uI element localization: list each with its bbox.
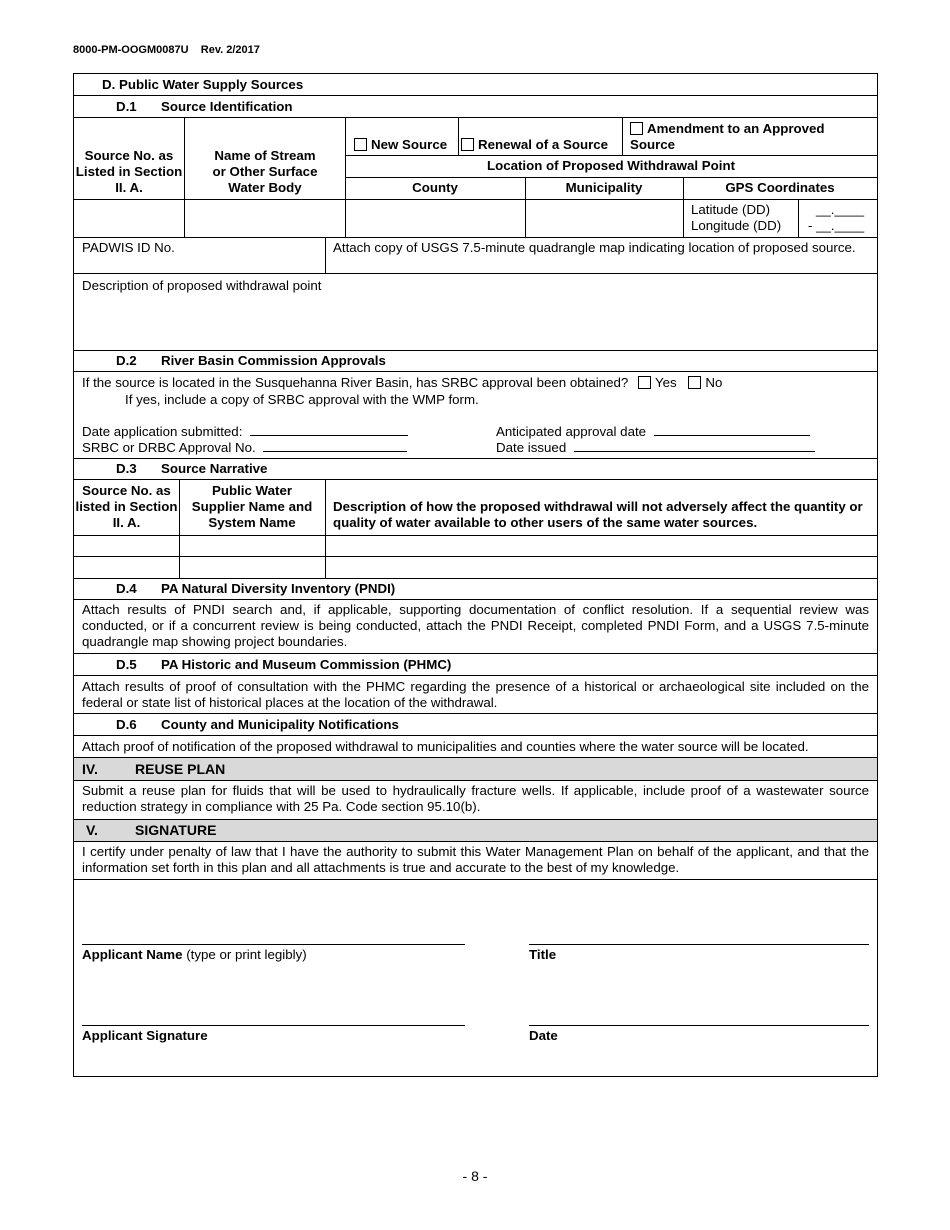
d6-num: D.6 <box>116 717 137 732</box>
title-line[interactable] <box>529 944 869 945</box>
srbc-question-text: If the source is located in the Susquehanna River Basin, has SRBC approval been obtained? <box>82 375 629 390</box>
srbc-yes-option[interactable] <box>638 375 677 390</box>
d3-col-description: Description of how the proposed withdrawal will not adversely affect the quantity or quality of water available to other users of the same water sources. <box>333 499 863 530</box>
srbc-question <box>82 375 722 390</box>
date-line[interactable] <box>529 1025 869 1026</box>
col-municipality: Municipality <box>565 180 643 195</box>
srbc-no-checkbox[interactable] <box>688 376 701 389</box>
section-v-text: I certify under penalty of law that I have the authority to submit this Water Management Plan on behalf of the applicant, and that the information set forth in this plan and all attachments is true and accurate to the best of my knowledge. <box>82 844 869 875</box>
col-source-no: Source No. as Listed in Section II. A. <box>75 148 183 195</box>
d4-title: PA Natural Diversity Inventory (PNDI) <box>161 581 396 596</box>
page-number: - 8 - <box>462 1168 488 1184</box>
latitude-label: Latitude (DD) <box>691 202 771 217</box>
approval-no-label: SRBC or DRBC Approval No. <box>82 440 256 455</box>
d4-num: D.4 <box>116 581 137 596</box>
renewal-checkbox[interactable] <box>461 138 474 151</box>
amendment-label: Amendment to an Approved Source <box>630 121 825 152</box>
d2-num: D.2 <box>116 353 137 368</box>
applicant-signature-label: Applicant Signature <box>82 1028 208 1043</box>
d5-text: Attach results of proof of consultation with the PHMC regarding the presence of a historical or archaeological site included on the federal or state list of historical places at the location of the withdrawal. <box>82 679 869 710</box>
attach-map-text: Attach copy of USGS 7.5-minute quadrangle map indicating location of proposed source. <box>333 240 856 255</box>
col-county: County <box>412 180 458 195</box>
section-d-header <box>74 74 877 96</box>
section-v-header <box>74 820 877 841</box>
d1-header <box>74 96 877 118</box>
amendment-option[interactable] <box>630 121 870 153</box>
d5-title: PA Historic and Museum Commission (PHMC) <box>161 657 452 672</box>
new-source-label: New Source <box>371 137 448 152</box>
section-iv-header <box>74 758 877 780</box>
longitude-label: Longitude (DD) <box>691 218 782 233</box>
d3-col-source-no: Source No. as listed in Section II. A. <box>75 483 178 530</box>
latitude-input[interactable]: __.____ <box>816 202 865 217</box>
renewal-option[interactable] <box>461 137 608 152</box>
d5-num: D.5 <box>116 657 137 672</box>
longitude-input[interactable]: - __.____ <box>808 218 865 233</box>
renewal-label: Renewal of a Source <box>478 137 609 152</box>
section-v-num: V. <box>86 822 98 838</box>
padwis-id-label: PADWIS ID No. <box>82 240 175 255</box>
section-d-title: D. Public Water Supply Sources <box>102 77 304 92</box>
applicant-name-caption <box>82 947 307 962</box>
applicant-signature-line[interactable] <box>82 1025 465 1026</box>
doc-code: 8000-PM-OOGM0087U <box>73 44 189 56</box>
d3-num: D.3 <box>116 461 137 476</box>
col-stream-name: Name of Stream or Other Surface Water Body <box>212 148 318 195</box>
srbc-note: If yes, include a copy of SRBC approval with the WMP form. <box>125 392 479 407</box>
approval-no-field[interactable] <box>82 440 407 455</box>
d3-col-supplier: Public Water Supplier Name and System Name <box>191 483 313 530</box>
d4-text: Attach results of PNDI search and, if applicable, supporting documentation of conflict resolution. If a sequential review was conducted, or if a concurrent review is being conducted, attach the PNDI Receipt, completed PNDI Form, and a USGS 7.5-minute quadrangle map showing project boundaries. <box>82 602 869 649</box>
date-label: Date <box>529 1028 558 1043</box>
srbc-no-option[interactable] <box>688 375 722 390</box>
section-iv-title: REUSE PLAN <box>135 761 226 777</box>
section-v-title: SIGNATURE <box>135 822 217 838</box>
date-issued-label: Date issued <box>496 440 567 455</box>
d6-title: County and Municipality Notifications <box>161 717 399 732</box>
revision: Rev. 2/2017 <box>200 44 260 56</box>
date-submitted-label: Date application submitted: <box>82 424 243 439</box>
date-issued-field[interactable] <box>496 440 815 455</box>
d2-title: River Basin Commission Approvals <box>161 353 386 368</box>
form-code <box>73 44 260 56</box>
d6-text: Attach proof of notification of the proposed withdrawal to municipalities and counties where the water source will be located. <box>82 739 809 754</box>
d1-title: Source Identification <box>161 99 293 114</box>
col-gps: GPS Coordinates <box>725 180 835 195</box>
section-iv-num: IV. <box>82 761 98 777</box>
amendment-checkbox[interactable] <box>630 122 643 135</box>
form-frame <box>73 73 878 1077</box>
location-header: Location of Proposed Withdrawal Point <box>486 158 736 173</box>
applicant-name-label: Applicant Name <box>82 947 183 962</box>
srbc-yes-checkbox[interactable] <box>638 376 651 389</box>
applicant-name-note: (type or print legibly) <box>186 947 307 962</box>
anticipated-date-field[interactable] <box>496 424 810 439</box>
gps-labels <box>691 202 781 234</box>
srbc-no-label: No <box>705 375 723 390</box>
srbc-yes-label: Yes <box>654 375 677 390</box>
applicant-name-line[interactable] <box>82 944 465 945</box>
gps-inputs[interactable] <box>808 202 864 234</box>
section-iv-text: Submit a reuse plan for fluids that will be used to hydraulically fracture wells. If applicable, include proof of a wastewater source reduction strategy in compliance with 25 Pa. Code section 95.10(b). <box>82 783 869 814</box>
d3-title: Source Narrative <box>161 461 268 476</box>
anticipated-date-label: Anticipated approval date <box>496 424 647 439</box>
description-label: Description of proposed withdrawal point <box>82 278 322 293</box>
title-label: Title <box>529 947 557 962</box>
new-source-checkbox[interactable] <box>354 138 367 151</box>
new-source-option[interactable] <box>354 137 447 152</box>
date-submitted-field[interactable] <box>82 424 408 439</box>
d1-num: D.1 <box>116 99 137 114</box>
